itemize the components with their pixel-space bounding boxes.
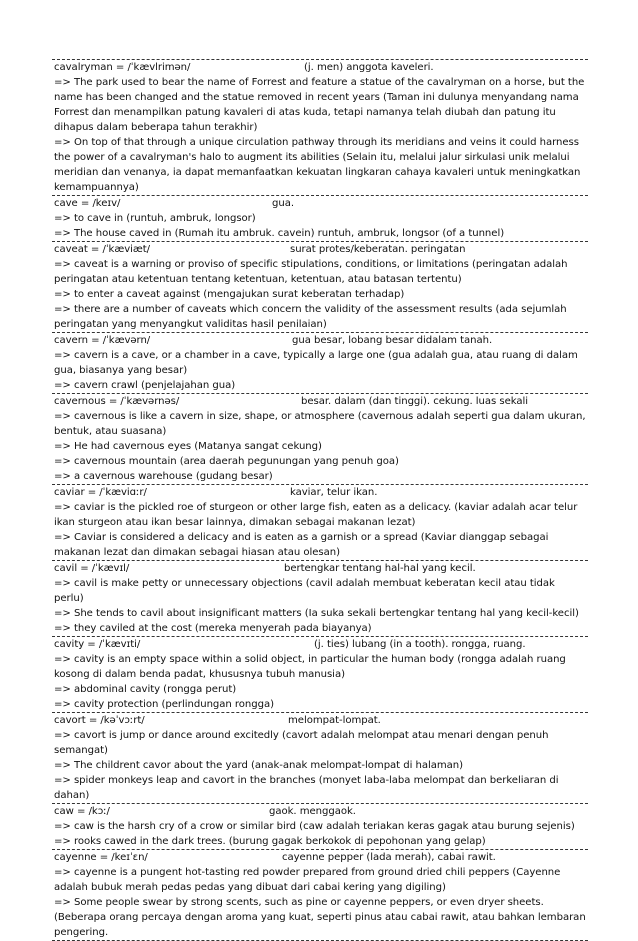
entry-meaning: gaok. menggaok. bbox=[269, 806, 356, 817]
entry-cavern bbox=[52, 333, 588, 394]
entry-example: => cavity is an empty space within a solid object, in particular the human body (rongga adalah ruang kosong di dalam benda padat, khususnya tubuh manusia) bbox=[54, 654, 566, 680]
entry-meaning: besar. dalam (dan tinggi). cekung. luas sekali bbox=[301, 396, 528, 407]
entry-example: => cavort is jump or dance around excitedly (cavort adalah melompat atau menari dengan penuh semangat) bbox=[54, 730, 549, 756]
entry-cavity bbox=[52, 637, 588, 713]
entry-example: => cavernous mountain (area daerah pegunungan yang penuh goa) bbox=[54, 456, 399, 467]
entry-head bbox=[52, 485, 588, 500]
entry-head bbox=[52, 804, 588, 819]
entry-example: => cavern crawl (penjelajahan gua) bbox=[54, 380, 236, 391]
entry-cayenne bbox=[52, 850, 588, 941]
entry-example: => cavernous is like a cavern in size, shape, or atmosphere (cavernous adalah seperti gua dalam ukuran, bentuk, atau suasana) bbox=[54, 411, 586, 437]
entry-word: cave = /keɪv/ bbox=[54, 198, 121, 209]
entry-example: => caw is the harsh cry of a crow or similar bird (caw adalah teriakan keras gagak atau burung sejenis) bbox=[54, 821, 575, 832]
entry-word: cavity = /ˈkævɪti/ bbox=[54, 639, 141, 650]
entry-example: => The house caved in (Rumah itu ambruk. cavein) runtuh, ambruk, longsor (of a tunnel) bbox=[54, 228, 505, 239]
entry-word: cayenne = /keɪˈɛn/ bbox=[54, 852, 148, 863]
entry-example: => Some people swear by strong scents, such as pine or cayenne peppers, or even dryer sheets. (Beberapa orang percaya dengan aroma yang kuat, seperti pinus atau cabai rawit, atau bahkan lembaran pengering. bbox=[54, 897, 586, 938]
entry-meaning: gua besar, lobang besar didalam tanah. bbox=[292, 335, 493, 346]
entry-head bbox=[52, 561, 588, 576]
entry-example: => to enter a caveat against (mengajukan surat keberatan terhadap) bbox=[54, 289, 405, 300]
entry-word: cavalryman = /ˈkævlrimən/ bbox=[54, 62, 191, 73]
entry-word: caveat = /ˈkæviæt/ bbox=[54, 244, 151, 255]
entry-example: => She tends to cavil about insignificant matters (Ia suka sekali bertengkar tentang hal yang kecil-kecil) bbox=[54, 608, 579, 619]
entry-word: caw = /kɔː/ bbox=[54, 806, 110, 817]
entry-example: => there are a number of caveats which concern the validity of the assessment results (ada sejumlah peringatan yang menyangkut validitas hasil penilaian) bbox=[54, 304, 567, 330]
entry-word: cavern = /ˈkævərn/ bbox=[54, 335, 151, 346]
entry-head bbox=[52, 713, 588, 728]
entry-example: => to cave in (runtuh, ambruk, longsor) bbox=[54, 213, 256, 224]
entry-cavernous bbox=[52, 394, 588, 485]
entry-meaning: surat protes/keberatan. peringatan bbox=[290, 244, 466, 255]
entry-meaning: gua. bbox=[272, 198, 294, 209]
entry-example: => The park used to bear the name of Forrest and feature a statue of the cavalryman on a horse, but the name has been changed and the statue removed in recent years (Taman ini dulunya menyandang nama Forrest dan menampilkan patung kavaleri di atas kuda, tetapi namanya telah diubah dan patung itu dihapus dalam beberapa tahun terakhir) bbox=[54, 77, 585, 133]
entry-head bbox=[52, 60, 588, 75]
entry-example: => they caviled at the cost (mereka menyerah pada biayanya) bbox=[54, 623, 372, 634]
entry-cavort bbox=[52, 713, 588, 804]
entry-example: => On top of that through a unique circulation pathway through its meridians and veins it could harness the power of a cavalryman's halo to augment its abilities (Selain itu, melalui jalur sirkulasi unik melalui meridian dan venanya, ia dapat memanfaatkan kekuatan lingkaran cahaya kavaleri untuk meningkatkan kemampuannya) bbox=[54, 137, 581, 193]
entry-example: => caveat is a warning or proviso of specific stipulations, conditions, or limitations (peringatan adalah peringatan atau ketentuan tentang ketentuan, ketentuan, atau batasan tertentu) bbox=[54, 259, 568, 285]
entry-example: => cavity protection (perlindungan rongga) bbox=[54, 699, 274, 710]
entry-example: => spider monkeys leap and cavort in the branches (monyet laba-laba melompat dan berkeliaran di dahan) bbox=[54, 775, 559, 801]
entry-example: => He had cavernous eyes (Matanya sangat cekung) bbox=[54, 441, 322, 452]
entry-head bbox=[52, 333, 588, 348]
entry-cavil bbox=[52, 561, 588, 637]
entry-example: => abdominal cavity (rongga perut) bbox=[54, 684, 237, 695]
entry-word: cavernous = /ˈkævərnəs/ bbox=[54, 396, 180, 407]
entry-cavalryman bbox=[52, 60, 588, 196]
entry-head bbox=[52, 850, 588, 865]
entry-head bbox=[52, 242, 588, 257]
entry-caw bbox=[52, 804, 588, 850]
entry-meaning: (j. men) anggota kaveleri. bbox=[304, 62, 434, 73]
entry-meaning: (j. ties) lubang (in a tooth). rongga, ruang. bbox=[314, 639, 526, 650]
entry-caviar bbox=[52, 485, 588, 561]
entry-word: caviar = /ˈkæviɑːr/ bbox=[54, 487, 147, 498]
entry-word: cavil = /ˈkævɪl/ bbox=[54, 563, 130, 574]
entry-cave bbox=[52, 196, 588, 242]
entry-example: => rooks cawed in the dark trees. (burung gagak berkokok di pepohonan yang gelap) bbox=[54, 836, 486, 847]
entry-example: => cayenne is a pungent hot-tasting red powder prepared from ground dried chili peppers (Cayenne adalah bubuk merah pedas pedas yang dibuat dari cabai kering yang digiling) bbox=[54, 867, 561, 893]
entry-head bbox=[52, 637, 588, 652]
dictionary-entries bbox=[52, 59, 588, 941]
entry-head bbox=[52, 394, 588, 409]
entry-meaning: bertengkar tentang hal-hal yang kecil. bbox=[284, 563, 476, 574]
entry-example: => a cavernous warehouse (gudang besar) bbox=[54, 471, 273, 482]
entry-example: => Caviar is considered a delicacy and is eaten as a garnish or a spread (Kaviar dianggap sebagai makanan lezat dan dimakan sebagai hiasan atau olesan) bbox=[54, 532, 549, 558]
entry-head bbox=[52, 196, 588, 211]
entry-example: => The childrent cavor about the yard (anak-anak melompat-lompat di halaman) bbox=[54, 760, 464, 771]
entry-meaning: kaviar, telur ikan. bbox=[290, 487, 378, 498]
entry-example: => cavern is a cave, or a chamber in a cave, typically a large one (gua adalah gua, atau ruang di dalam gua, biasanya yang besar) bbox=[54, 350, 578, 376]
entry-example: => caviar is the pickled roe of sturgeon or other large fish, eaten as a delicacy. (kaviar adalah acar telur ikan sturgeon atau ikan besar lainnya, dimakan sebagai makanan lezat) bbox=[54, 502, 578, 528]
entry-meaning: melompat-lompat. bbox=[288, 715, 381, 726]
entry-word: cavort = /kəˈvɔːrt/ bbox=[54, 715, 145, 726]
entry-caveat bbox=[52, 242, 588, 333]
entry-meaning: cayenne pepper (lada merah), cabai rawit. bbox=[282, 852, 496, 863]
entry-example: => cavil is make petty or unnecessary objections (cavil adalah membuat keberatan kecil atau tidak perlu) bbox=[54, 578, 555, 604]
